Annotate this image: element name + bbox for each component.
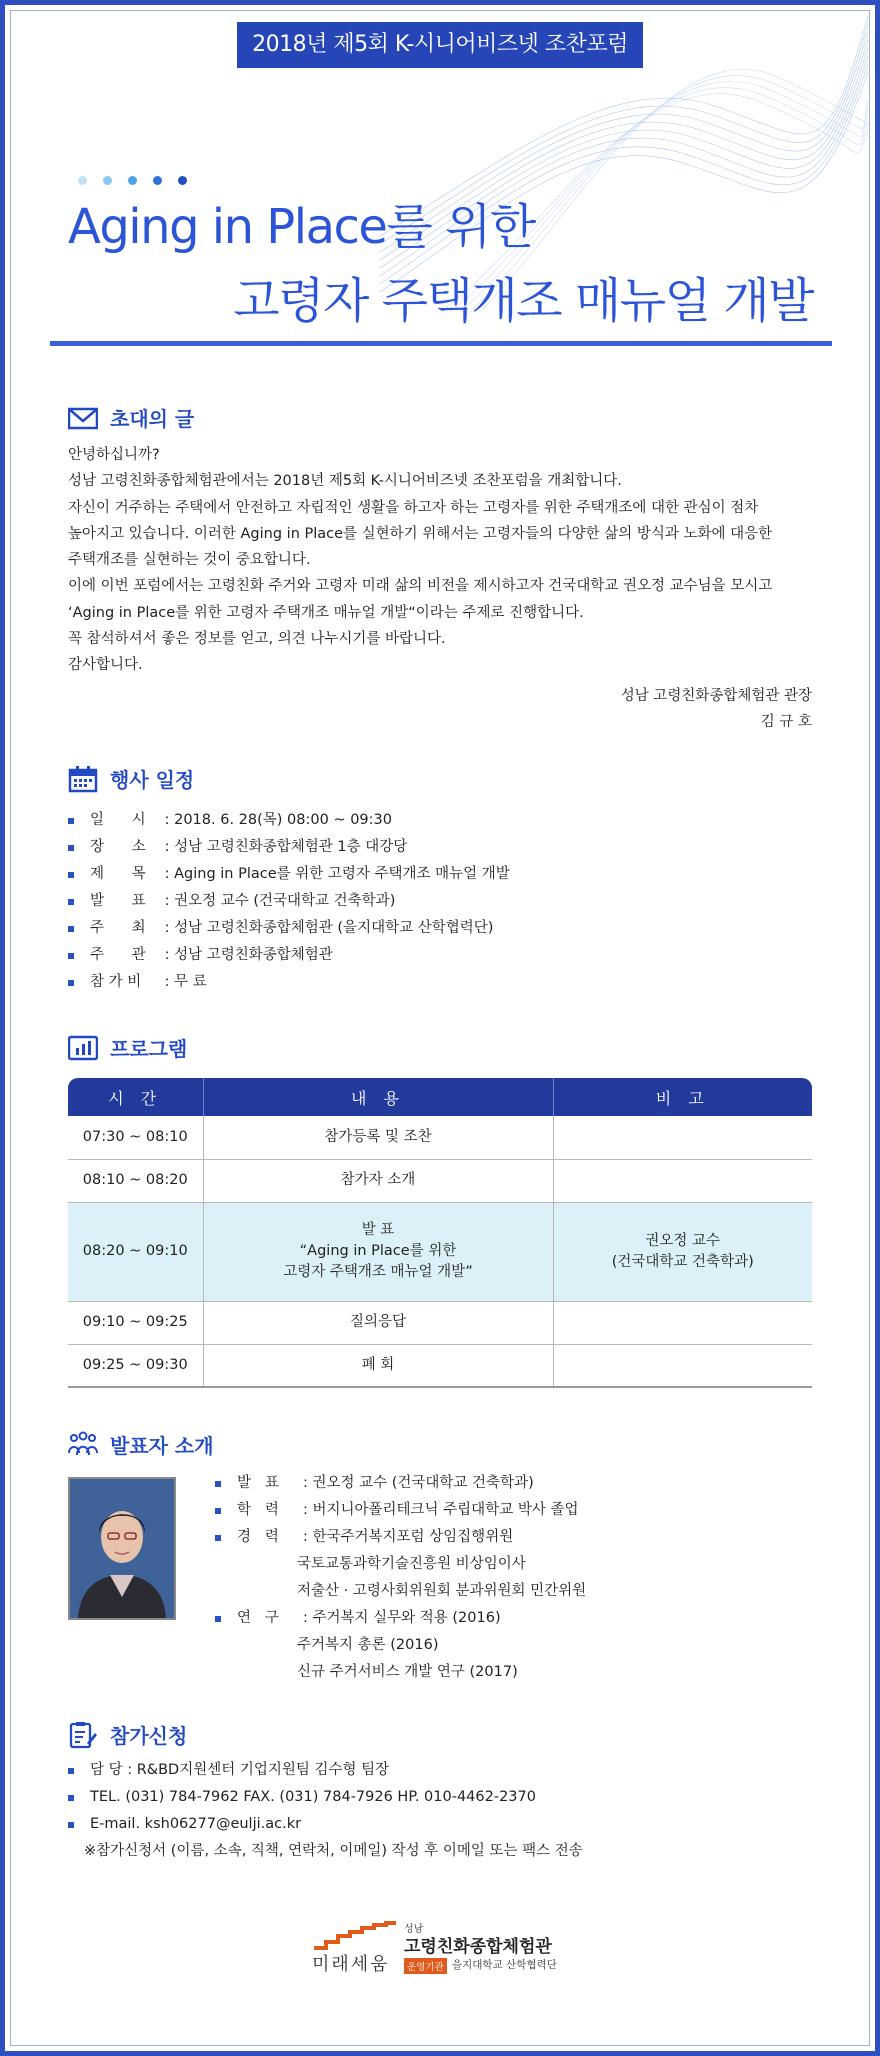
cell-content: 발 표 “Aging in Place를 위한 고령자 주택개조 매뉴얼 개발”: [203, 1202, 553, 1301]
schedule-colon: :: [160, 812, 175, 828]
invitation-line: 성남 고령친화종합체험관에서는 2018년 제5회 K-시니어비즈넷 조찬포럼을 개최합니다.: [68, 473, 622, 490]
table-row: [68, 1301, 812, 1344]
schedule-item: [68, 807, 510, 834]
speaker-colon: :: [303, 1475, 313, 1491]
invitation-heading: [68, 403, 194, 432]
cell-content: 질의응답: [203, 1301, 553, 1344]
schedule-item: [68, 969, 510, 996]
invitation-line: ‘Aging in Place를 위한 고령자 주택개조 매뉴얼 개발“이라는 주제로 진행합니다.: [68, 604, 584, 621]
schedule-value: 성남 고령친화종합체험관 1층 대강당: [174, 839, 408, 855]
speaker-label: 학 력: [237, 1502, 279, 1518]
speaker-value-continued: 국토교통과학기술진흥원 비상임이사: [297, 1556, 526, 1572]
speaker-details: [215, 1470, 586, 1686]
bullet: [68, 953, 74, 959]
footer-logo: [312, 1920, 582, 1980]
invitation-line: 이에 이번 포럼에서는 고령친화 주거와 고령자 미래 삶의 비전을 제시하고자 건국대학교 권오정 교수님을 모시고: [68, 578, 773, 595]
invitation-line: 높아지고 있습니다. 이러한 Aging in Place를 실현하기 위해서는 고령자들의 다양한 삶의 방식과 노화에 대응한: [68, 525, 773, 542]
schedule-colon: :: [160, 893, 175, 909]
invitation-line: 감사합니다.: [68, 657, 143, 674]
speaker-photo: [68, 1477, 176, 1620]
cell-note: [553, 1301, 812, 1344]
cell-content: 참가등록 및 조찬: [203, 1116, 553, 1159]
schedule-heading-text: 행사 일정: [110, 768, 195, 792]
bullet: [215, 1508, 221, 1514]
invitation-line: 안녕하십니까?: [68, 447, 160, 463]
schedule-label: 발 표: [90, 893, 146, 909]
brand-name: 고령친화종합체험관: [404, 1937, 552, 1957]
apply-text: TEL. (031) 784-7962 FAX. (031) 784-7926 HP. 010-4462-2370: [90, 1789, 536, 1805]
apply-item: [68, 1784, 583, 1811]
people-icon: [68, 1431, 98, 1459]
bullet: [68, 899, 74, 905]
cell-content: 참가자 소개: [203, 1159, 553, 1202]
dot: [103, 176, 112, 185]
bullet: [68, 1768, 74, 1774]
bullet: [68, 818, 74, 824]
schedule-label: 장 소: [90, 839, 146, 855]
chart-icon: [68, 1034, 98, 1062]
cell-time: 08:20 ~ 09:10: [68, 1202, 203, 1301]
cell-time: 08:10 ~ 08:20: [68, 1159, 203, 1202]
table-row: [68, 1344, 812, 1387]
schedule-colon: :: [160, 974, 175, 990]
apply-details: [68, 1757, 583, 1865]
speaker-value-continued: 신규 주거서비스 개발 연구 (2017): [297, 1664, 518, 1680]
cell-note: [553, 1159, 812, 1202]
speaker-value: 한국주거복지포럼 상임집행위원: [312, 1529, 514, 1545]
forum-banner: 2018년 제5회 K-시니어비즈넷 조찬포럼: [237, 22, 643, 68]
bullet: [215, 1481, 221, 1487]
schedule-label: 일 시: [90, 812, 146, 828]
bullet: [68, 872, 74, 878]
table-row: [68, 1202, 812, 1301]
invitation-text: [68, 442, 828, 679]
speaker-colon: :: [303, 1502, 313, 1518]
schedule-value: 무 료: [174, 974, 207, 990]
invitation-line: 꼭 참석하셔서 좋은 정보를 얻고, 의견 나누시기를 바랍니다.: [68, 631, 446, 648]
bullet: [215, 1616, 221, 1622]
stairs-logo-icon: [312, 1920, 398, 1950]
speaker-portrait: [70, 1479, 174, 1618]
bullet: [68, 980, 74, 986]
table-row: [68, 1116, 812, 1159]
cell-content: 폐 회: [203, 1344, 553, 1387]
schedule-label: 주 관: [90, 947, 146, 963]
apply-item: [68, 1811, 583, 1838]
schedule-colon: :: [160, 920, 175, 936]
apply-text: E-mail. ksh06277@eulji.ac.kr: [90, 1816, 302, 1832]
schedule-colon: :: [160, 947, 175, 963]
apply-item: [68, 1757, 583, 1784]
speaker-heading: [68, 1430, 214, 1459]
title-divider: [50, 341, 832, 346]
schedule-item: [68, 834, 510, 861]
schedule-colon: :: [160, 866, 175, 882]
schedule-label: 제 목: [90, 866, 146, 882]
table-row: [68, 1159, 812, 1202]
bullet: [68, 926, 74, 932]
cell-time: 09:25 ~ 09:30: [68, 1344, 203, 1387]
invitation-line: 자신이 거주하는 주택에서 안전하고 자립적인 생활을 하고자 하는 고령자를 위한 주택개조에 대한 관심이 점차: [68, 499, 759, 516]
speaker-colon: :: [303, 1529, 313, 1545]
invitation-signature: [621, 683, 812, 735]
schedule-heading: [68, 764, 194, 793]
speaker-value-continued: 주거복지 총론 (2016): [297, 1637, 439, 1653]
header-time: 시 간: [68, 1078, 203, 1116]
speaker-label: 발 표: [237, 1475, 279, 1491]
speaker-value-continued: 저출산 · 고령사회위원회 분과위원회 민간위원: [297, 1583, 587, 1599]
speaker-item: [215, 1605, 586, 1632]
program-heading: [68, 1033, 187, 1062]
bullet: [215, 1535, 221, 1541]
apply-text: 담 당 : R&BD지원센터 기업지원팀 김수형 팀장: [90, 1762, 390, 1778]
schedule-value: Aging in Place를 위한 고령자 주택개조 매뉴얼 개발: [174, 866, 510, 882]
envelope-icon: [68, 404, 98, 432]
schedule-value: 성남 고령친화종합체험관 (을지대학교 산학협력단): [174, 920, 494, 936]
schedule-list: [68, 807, 510, 996]
form-icon: [68, 1721, 98, 1749]
title-dots: [78, 170, 203, 189]
speaker-value: 버지니아폴리테크닉 주립대학교 박사 졸업: [312, 1502, 579, 1518]
bullet: [68, 1795, 74, 1801]
cell-note: [553, 1344, 812, 1387]
header-note: 비 고: [553, 1078, 812, 1116]
title-line-2: 고령자 주택개조 매뉴얼 개발: [233, 273, 813, 329]
speaker-colon: :: [303, 1610, 313, 1626]
dot: [78, 176, 87, 185]
header-content: 내 용: [203, 1078, 553, 1116]
speaker-label: 경 력: [237, 1529, 279, 1545]
schedule-label: 참 가 비: [90, 974, 142, 990]
invitation-line: 주택개조를 실현하는 것이 중요합니다.: [68, 552, 311, 569]
apply-note: ※참가신청서 (이름, 소속, 직책, 연락처, 이메일) 작성 후 이메일 또는 팩스 전송: [84, 1843, 583, 1859]
schedule-value: 권오정 교수 (건국대학교 건축학과): [174, 893, 396, 909]
cell-note: 권오정 교수 (건국대학교 건축학과): [553, 1202, 812, 1301]
cell-note: [553, 1116, 812, 1159]
calendar-icon: [68, 765, 98, 793]
schedule-value: 성남 고령친화종합체험관: [174, 947, 333, 963]
program-heading-text: 프로그램: [110, 1037, 188, 1061]
dot: [128, 176, 137, 185]
speaker-item: [215, 1497, 586, 1524]
speaker-value: 주거복지 실무와 적용 (2016): [312, 1610, 501, 1626]
brand-region: 성남: [404, 1924, 424, 1935]
brand-text: 미래세움: [312, 1954, 390, 1975]
cell-time: 07:30 ~ 08:10: [68, 1116, 203, 1159]
schedule-item: [68, 888, 510, 915]
operator-name: 을지대학교 산학협력단: [452, 1959, 557, 1971]
apply-heading-text: 참가신청: [110, 1724, 188, 1748]
operator-tag: 운영기관: [404, 1958, 447, 1974]
cell-time: 09:10 ~ 09:25: [68, 1301, 203, 1344]
speaker-label: 연 구: [237, 1610, 279, 1626]
signature-org: 성남 고령친화종합체험관 관장: [620, 688, 812, 704]
speaker-item: [215, 1470, 586, 1497]
signature-name: 김 규 호: [760, 714, 812, 730]
invitation-heading-text: 초대의 글: [110, 407, 195, 431]
apply-heading: [68, 1720, 187, 1749]
bullet: [68, 845, 74, 851]
dot: [153, 176, 162, 185]
schedule-item: [68, 861, 510, 888]
dot: [178, 176, 187, 185]
speaker-heading-text: 발표자 소개: [110, 1434, 214, 1458]
schedule-item: [68, 942, 510, 969]
schedule-value: 2018. 6. 28(목) 08:00 ~ 09:30: [174, 812, 392, 828]
speaker-item: [215, 1524, 586, 1551]
program-table: [68, 1078, 812, 1388]
schedule-label: 주 최: [90, 920, 146, 936]
speaker-value: 권오정 교수 (건국대학교 건축학과): [312, 1475, 534, 1491]
title-line-1: Aging in Place를 위한: [68, 199, 535, 255]
schedule-colon: :: [160, 839, 175, 855]
program-table-header: [68, 1078, 812, 1116]
schedule-item: [68, 915, 510, 942]
bullet: [68, 1822, 74, 1828]
